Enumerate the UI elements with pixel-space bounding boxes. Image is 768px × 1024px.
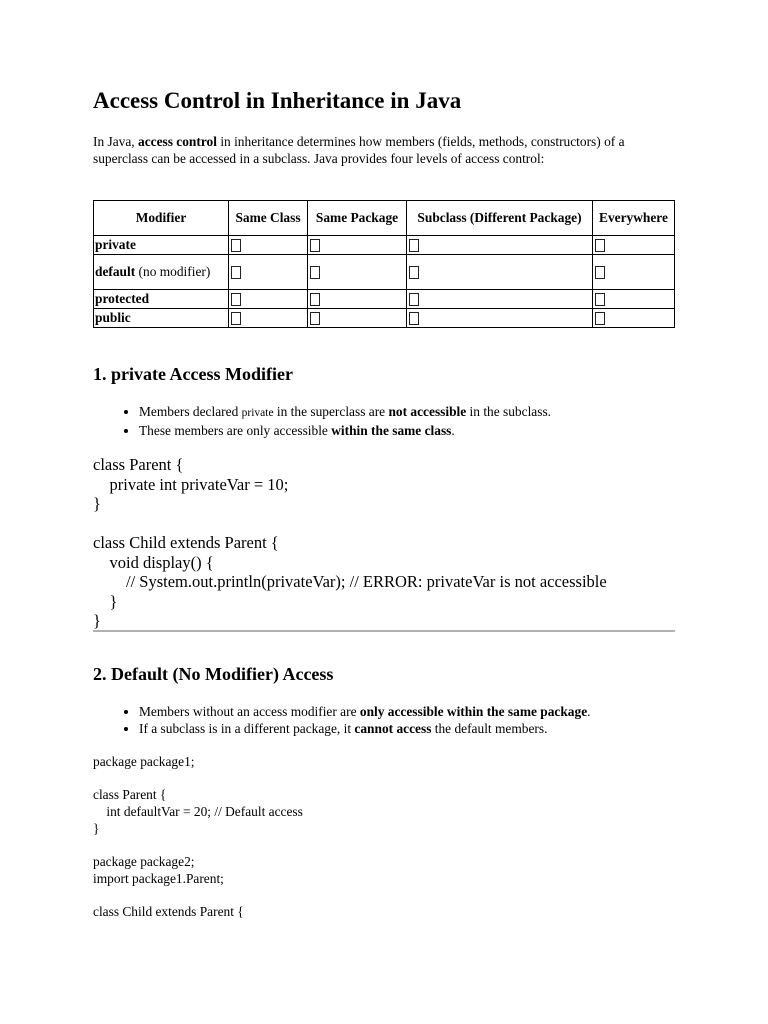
list-item: • These members are only accessible within the same class.: [139, 422, 679, 439]
missing-glyph-icon: [409, 266, 419, 279]
cell: [593, 290, 675, 309]
modifier-name: private: [95, 237, 136, 252]
header-everywhere: Everywhere: [593, 201, 675, 236]
cell: [593, 236, 675, 255]
intro-paragraph: [93, 133, 677, 167]
cell: [407, 290, 593, 309]
missing-glyph-icon: [595, 239, 605, 252]
cell: [229, 309, 308, 328]
modifier-name: protected: [95, 291, 150, 306]
missing-glyph-icon: [231, 266, 241, 279]
missing-glyph-icon: [231, 239, 241, 252]
modifier-cell: [94, 290, 229, 309]
cell: [308, 236, 407, 255]
cell: [593, 309, 675, 328]
missing-glyph-icon: [231, 312, 241, 325]
cell: [407, 309, 593, 328]
missing-glyph-icon: [595, 312, 605, 325]
intro-text-1: In Java,: [93, 134, 138, 149]
section1-bullets: [93, 403, 679, 439]
missing-glyph-icon: [409, 312, 419, 325]
table-header-row: [94, 201, 675, 236]
list-item: • Members declared private in the superclass are not accessible in the subclass.: [139, 403, 679, 422]
access-table: [93, 200, 675, 328]
modifier-name: default: [95, 264, 136, 279]
cell: [308, 309, 407, 328]
cell: [407, 236, 593, 255]
cell: [229, 255, 308, 290]
table-row: [94, 309, 675, 328]
cell: [229, 290, 308, 309]
missing-glyph-icon: [310, 293, 320, 306]
missing-glyph-icon: [409, 293, 419, 306]
section2-bullets: [93, 703, 679, 737]
table-row: [94, 255, 675, 290]
cell: [308, 255, 407, 290]
section1-code-block: class Parent { private int privateVar = 10; } class Child extends Parent { void display() { // System.out.println(privateVar); // ERROR: privateVar is not accessible } }: [93, 455, 607, 630]
modifier-cell: default (no modifier): [94, 255, 229, 290]
header-subclass: Subclass (Different Package): [407, 201, 593, 236]
missing-glyph-icon: [310, 266, 320, 279]
header-same-class: Same Class: [229, 201, 308, 236]
missing-glyph-icon: [409, 239, 419, 252]
table-row: [94, 236, 675, 255]
horizontal-divider: [93, 630, 675, 632]
cell: [308, 290, 407, 309]
missing-glyph-icon: [231, 293, 241, 306]
modifier-name: public: [95, 310, 131, 325]
cell: [407, 255, 593, 290]
section1-heading: 1. private Access Modifier: [93, 364, 293, 384]
header-modifier: Modifier: [94, 201, 229, 236]
intro-bold: access control: [138, 134, 217, 149]
inline-code: private: [241, 407, 274, 419]
header-same-package: Same Package: [308, 201, 407, 236]
missing-glyph-icon: [310, 239, 320, 252]
missing-glyph-icon: [595, 293, 605, 306]
section2-code-block: package package1; class Parent { int defaultVar = 20; // Default access } package package2; import package1.Parent; class Child extends Parent {: [93, 754, 303, 920]
table-row: [94, 290, 675, 309]
list-item: • If a subclass is in a different package, it cannot access the default members.: [139, 720, 679, 737]
missing-glyph-icon: [310, 312, 320, 325]
intro-text-2: in inheritance determines how members (fields, methods, constructors) of a superclass can be accessed in a subclass. Java provides four levels of access control:: [93, 134, 625, 166]
modifier-cell: [94, 236, 229, 255]
modifier-cell: [94, 309, 229, 328]
missing-glyph-icon: [595, 266, 605, 279]
cell: [229, 236, 308, 255]
list-item: • Members without an access modifier are only accessible within the same package.: [139, 703, 679, 720]
section2-heading: 2. Default (No Modifier) Access: [93, 664, 334, 684]
cell: [593, 255, 675, 290]
page-title: Access Control in Inheritance in Java: [93, 88, 462, 113]
